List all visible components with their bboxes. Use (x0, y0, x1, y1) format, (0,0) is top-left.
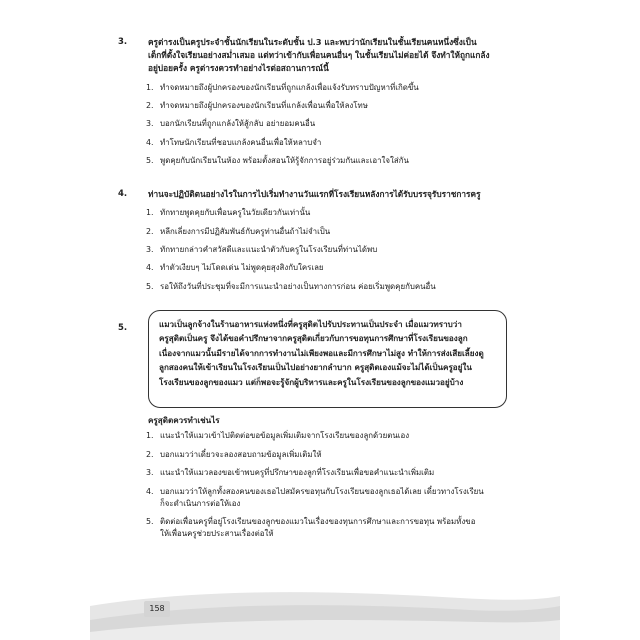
option-number: 4. (146, 263, 154, 273)
option-number: 2. (146, 101, 154, 110)
option-number: 5. (146, 281, 154, 291)
option-number: 5. (146, 517, 154, 527)
option-text: บอกแมวว่าให้ลูกทั้งสองคนของเธอไปสมัครขอทุนกับโรงเรียนของลูกเธอได้เลย เดี๋ยวทางโรงเรียน ก็จะดำเนินการต่อให้เอง (160, 486, 484, 508)
option-number: 2. (146, 226, 154, 236)
option-number: 2. (146, 449, 154, 459)
option-text: ทำโทษนักเรียนที่ชอบแกล้งคนอื่นเพื่อให้หลาบจำ (160, 137, 322, 147)
option-item[interactable] (146, 467, 516, 479)
option-item[interactable] (146, 207, 518, 219)
option-number: 1. (146, 431, 154, 440)
option-item[interactable] (146, 486, 516, 510)
option-item[interactable] (146, 226, 518, 238)
option-text: รอให้ถึงวันที่ประชุมที่จะมีการแนะนำอย่างเป็นทางการก่อน ค่อยเริ่มพูดคุยกับคนอื่น (160, 281, 436, 291)
question-5-scenario-text: แมวเป็นลูกจ้างในร้านอาหารแห่งหนึ่งที่ครูสุดิตไปรับประทานเป็นประจำ เมื่อแมวทราบว่า ครูสุดิตเป็นครู จึงได้ขอคำปรึกษาจากครูสุดิตเกี่ยวกับการขอทุนการศึกษาที่โรงเรียนของลูก เนื่องจากแมวนั้นมีรายได้จากการทำงานไม่เพียงพอและมีการศึกษาไม่สูง ทำให้การส่งเสียเลี้ยงดู ลูกสองคนให้เข้าเรียนในโรงเรียนเป็นไปอย่างยากลำบาก ครูสุดิตเองแม้จะไม่ได้เป็นครูอยู่ใน โรงเรียนของลูกของแมว แต่ก็พอจะรู้จักผู้บริหารและครูในโรงเรียนของลูกของแมวอยู่บ้าง (159, 319, 484, 387)
question-4 (118, 188, 518, 299)
page-number: 158 (144, 601, 170, 617)
option-text: หลีกเลี่ยงการมีปฏิสัมพันธ์กับครูท่านอื่นถ้าไม่จำเป็น (160, 226, 331, 236)
question-5-scenario-box (148, 310, 507, 408)
option-text: ทำตัวเงียบๆ ไม่โดดเด่น ไม่พูดคุยสุงสิงกับใครเลย (160, 263, 324, 273)
option-number: 1. (146, 82, 154, 92)
option-item[interactable] (146, 430, 516, 442)
option-item[interactable] (146, 449, 516, 461)
question-5-number: 5. (118, 323, 128, 333)
option-text: ติดต่อเพื่อนครูที่อยู่โรงเรียนของลูกของแมวในเรื่องของทุนการศึกษาและการขอทุน พร้อมทั้งขอ ให้เพื่อนครูช่วยประสานเรื่องต่อให้ (160, 517, 476, 539)
option-item[interactable] (146, 137, 518, 149)
options-list (146, 82, 518, 168)
question-5-prompt: ครูสุดิตควรทำเช่นไร (148, 415, 220, 425)
option-number: 5. (146, 156, 154, 166)
option-number: 3. (146, 244, 154, 254)
option-item[interactable] (146, 118, 518, 130)
question-3 (118, 36, 518, 174)
option-number: 3. (146, 119, 154, 129)
question-5-options-list (146, 430, 516, 547)
option-item[interactable] (146, 82, 518, 94)
option-text: แนะนำให้แมวลองขอเข้าพบครูที่ปรึกษาของลูกที่โรงเรียนเพื่อขอคำแนะนำเพิ่มเติม (160, 468, 435, 478)
option-text: บอกนักเรียนที่ถูกแกล้งให้สู้กลับ อย่ายอมคนอื่น (160, 119, 316, 129)
option-text: ทำจดหมายถึงผู้ปกครองของนักเรียนที่ถูกแกล้งเพื่อแจ้งรับทราบปัญหาที่เกิดขึ้น (160, 82, 419, 92)
question-number: 4. (118, 189, 128, 199)
option-text: พูดคุยกับนักเรียนในห้อง พร้อมตั้งสอนให้รู้จักการอยู่ร่วมกันและเอาใจใส่กัน (160, 156, 409, 166)
option-item[interactable] (146, 516, 516, 540)
question-number: 3. (118, 37, 128, 47)
option-number: 1. (146, 208, 154, 218)
option-item[interactable] (146, 281, 518, 293)
option-item[interactable] (146, 262, 518, 274)
option-number: 4. (146, 137, 154, 147)
question-text: ท่านจะปฏิบัติตนอย่างไรในการไปเริ่มทำงานวันแรกที่โรงเรียนหลังการได้รับบรรจุรับราชการครู (148, 189, 481, 199)
option-item[interactable] (146, 244, 518, 256)
option-item[interactable] (146, 155, 518, 167)
option-text: ทักทายกล่าวคำสวัสดีและแนะนำตัวกับครูในโรงเรียนที่ท่านได้พบ (160, 244, 378, 254)
option-number: 4. (146, 486, 154, 496)
option-number: 3. (146, 468, 154, 478)
option-text: บอกแมวว่าเดี๋ยวจะลองสอบถามข้อมูลเพิ่มเติมให้ (160, 449, 322, 459)
option-text: ทักทายพูดคุยกับเพื่อนครูในวัยเดียวกันเท่านั้น (160, 208, 311, 218)
option-item[interactable] (146, 100, 518, 112)
option-text: แนะนำให้แมวเข้าไปติดต่อขอข้อมูลเพิ่มเติมจากโรงเรียนของลูกด้วยตนเอง (160, 431, 410, 440)
footer-wave-decoration (0, 560, 640, 640)
question-text: ครูต่ารงเป็นครูประจำชั้นนักเรียนในระดับชั้น ป.3 และพบว่านักเรียนในชั้นเรียนคนหนึ่งซึ่งเป็น เด็กที่ตั้งใจเรียนอย่างสม่ำเสมอ แต่ทว่าเข้ากับเพื่อนคนอื่นๆ ในชั้นเรียนไม่ค่อยได้ จึงทำให้ถูกแกล้ง อยู่บ่อยครั้ง ครูต่ารงควรทำอย่างไรต่อสถานการณ์นี้ (148, 37, 490, 74)
options-list (146, 207, 518, 293)
option-text: ทำจดหมายถึงผู้ปกครองของนักเรียนที่แกล้งเพื่อนเพื่อให้ลงโทษ (160, 101, 368, 110)
